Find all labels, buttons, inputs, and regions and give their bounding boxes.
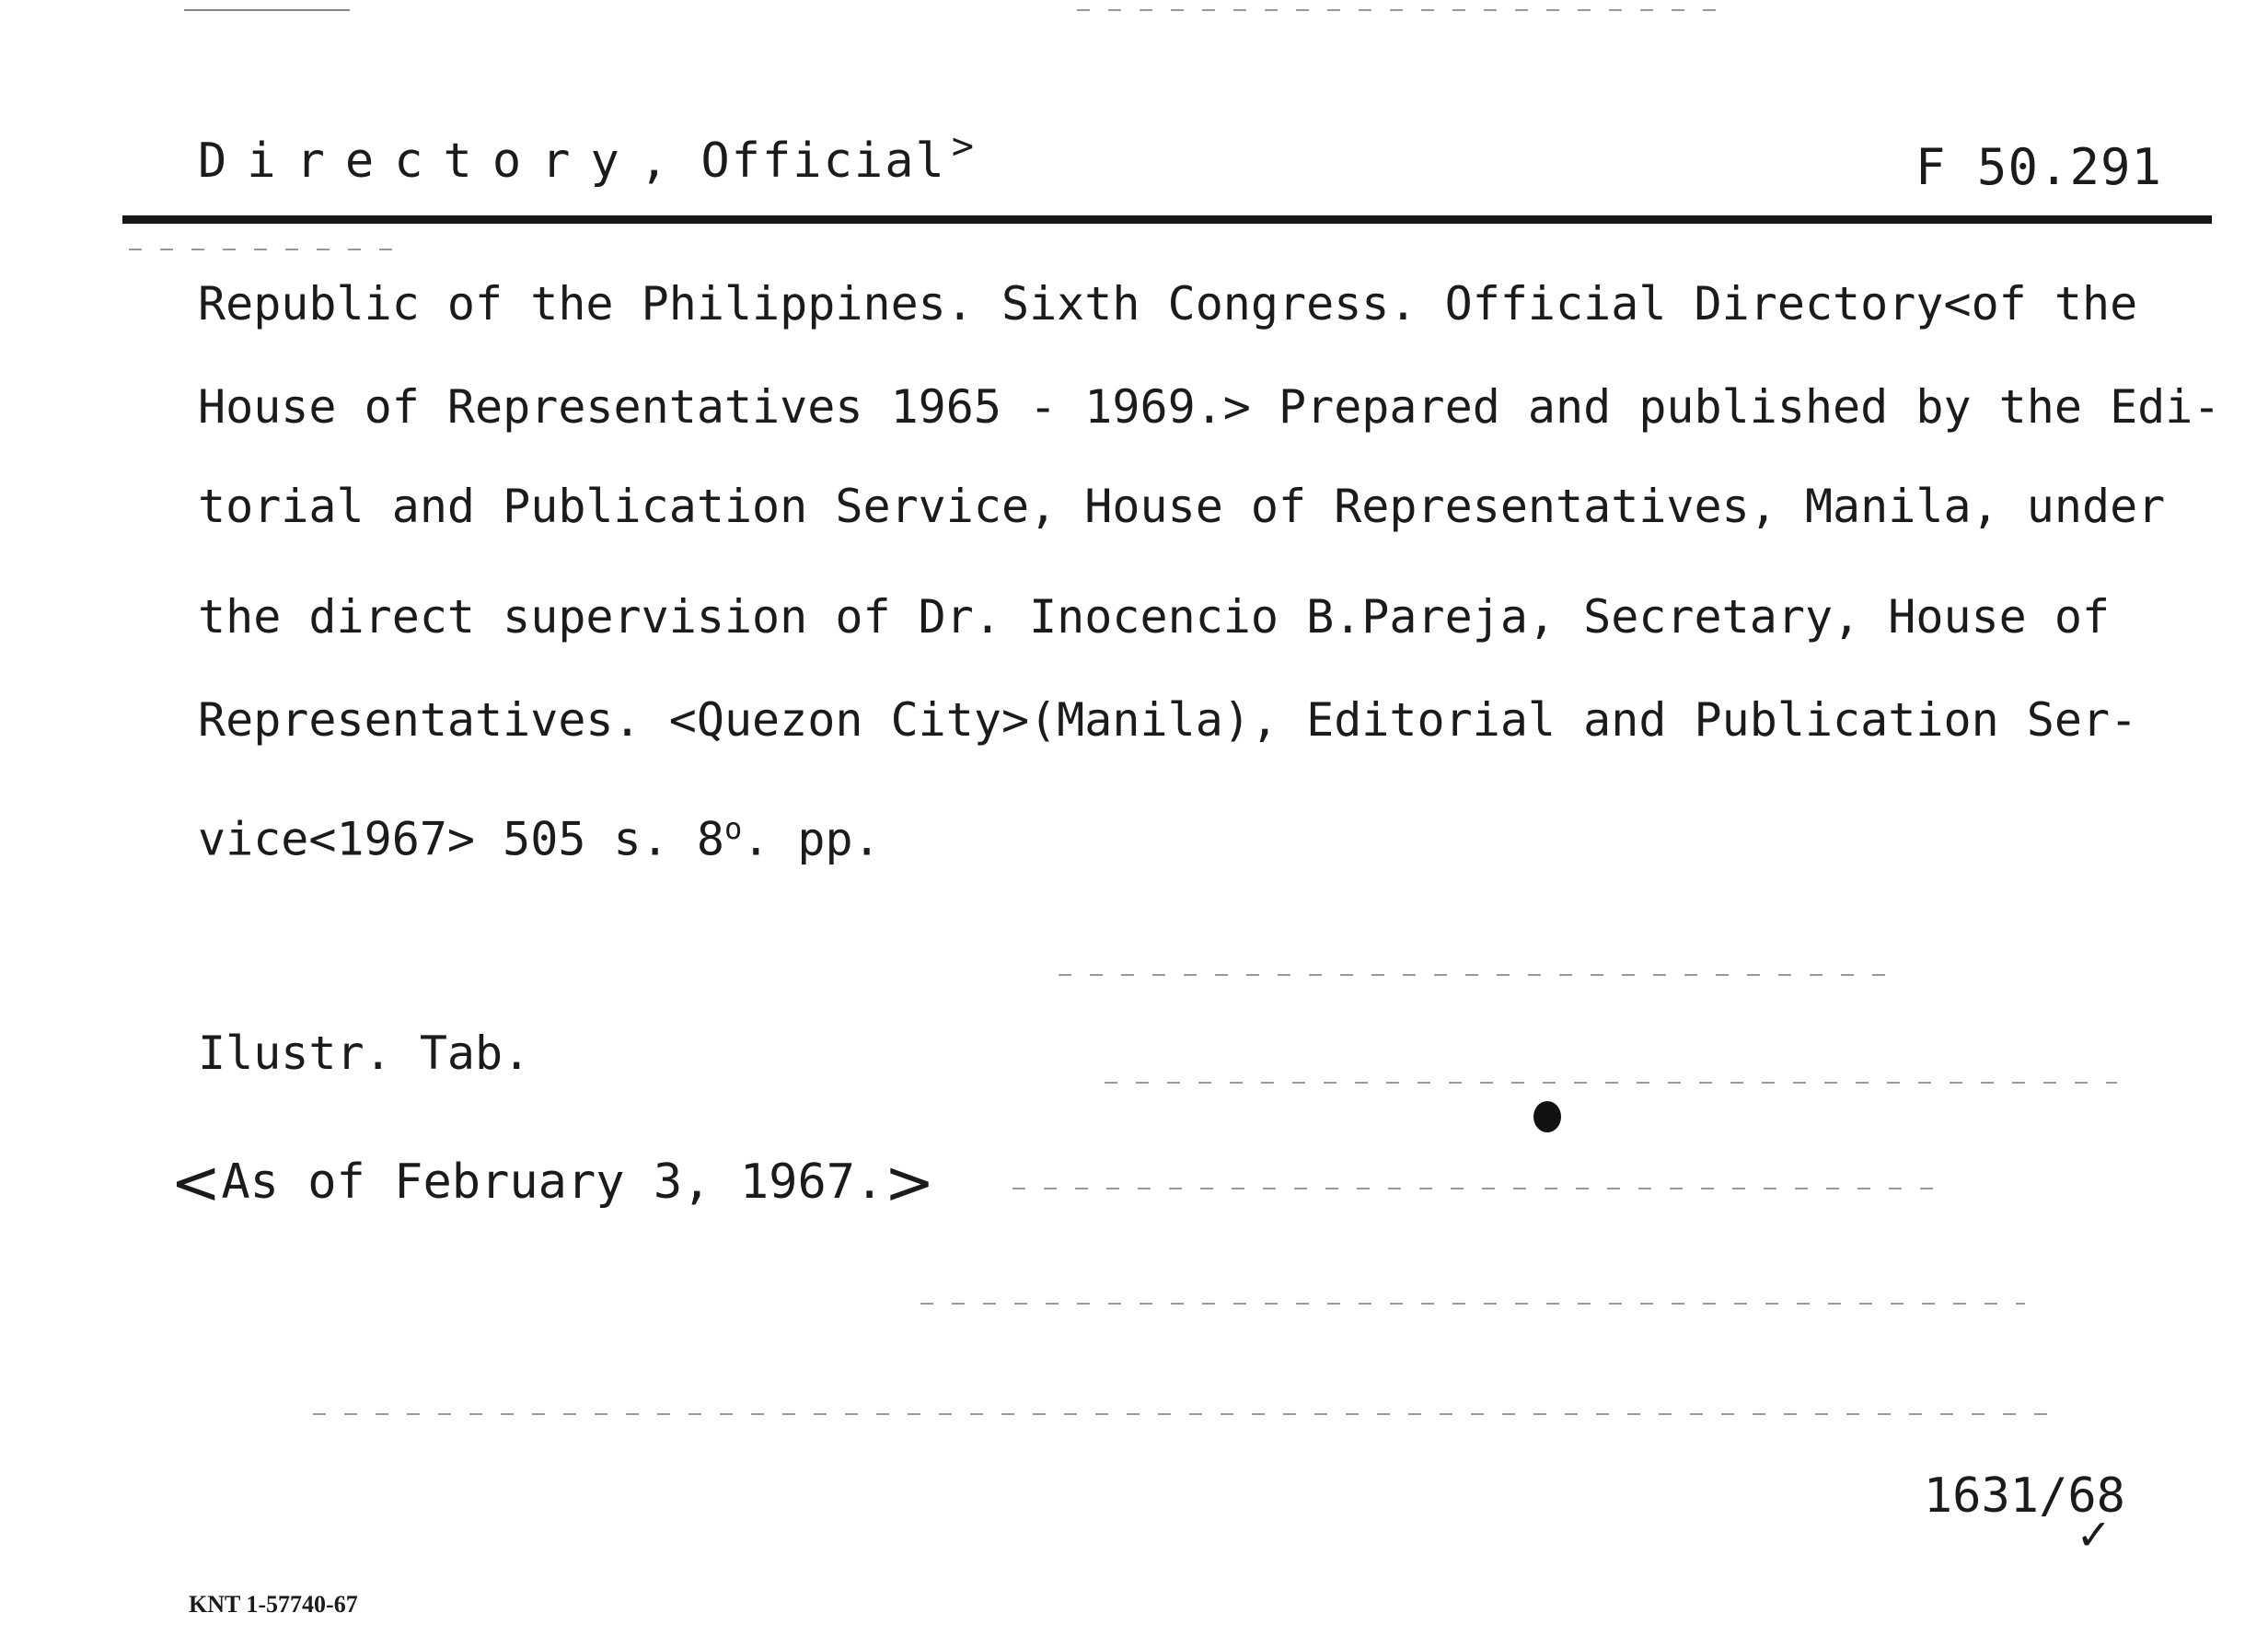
illustration-note: Ilustr. Tab.: [198, 1027, 531, 1080]
ink-spot: [1533, 1101, 1561, 1132]
as-of-close-bracket: >: [884, 1147, 935, 1218]
card-heading: [198, 125, 976, 189]
top-noise-line-right: [1077, 9, 1721, 11]
check-mark-icon: ✓: [2076, 1510, 2112, 1560]
bibliographic-entry: [198, 276, 2221, 904]
top-noise-line: [184, 9, 350, 11]
lower-noise-line-1: [1059, 974, 1887, 976]
heading-main-word: Directory: [198, 133, 640, 189]
printer-code: KNT 1-57740-67: [189, 1591, 358, 1618]
lower-noise-line-5: [313, 1413, 2062, 1415]
accession-number: 1631/68: [1923, 1468, 2125, 1524]
format-superscript: o: [723, 811, 743, 846]
as-of-note: [170, 1142, 935, 1218]
lower-noise-line-3: [1012, 1188, 1933, 1189]
heading-qualifier: , Official: [639, 133, 946, 189]
as-of-text: As of February 3, 1967.: [221, 1154, 885, 1210]
lower-noise-line-4: [920, 1303, 2025, 1305]
as-of-open-bracket: <: [170, 1147, 222, 1218]
entry-line: House of Representatives 1965 - 1969.> Prepared and published by the Edi-: [198, 380, 2221, 434]
entry-line: Republic of the Philippines. Sixth Congress. Official Directory<of the: [198, 277, 2138, 331]
divider-noise-line: [129, 249, 405, 250]
imprint-tail: . pp.: [742, 812, 881, 866]
entry-line: Representatives. <Quezon City>(Manila), Editorial and Publication Ser-: [198, 693, 2138, 747]
imprint-text: vice<1967> 505 s. 8: [198, 812, 724, 866]
lower-noise-line-2: [1105, 1082, 2117, 1084]
entry-line-imprint: [198, 801, 2158, 904]
entry-line: torial and Publication Service, House of Representatives, Manila, under: [198, 480, 2166, 533]
heading-handwritten-mark: >: [951, 125, 976, 168]
heading-rule: [122, 215, 2212, 224]
entry-line: the direct supervision of Dr. Inocencio B.Pareja, Secretary, House of: [198, 590, 2111, 644]
call-number: F 50.291: [1915, 138, 2162, 196]
